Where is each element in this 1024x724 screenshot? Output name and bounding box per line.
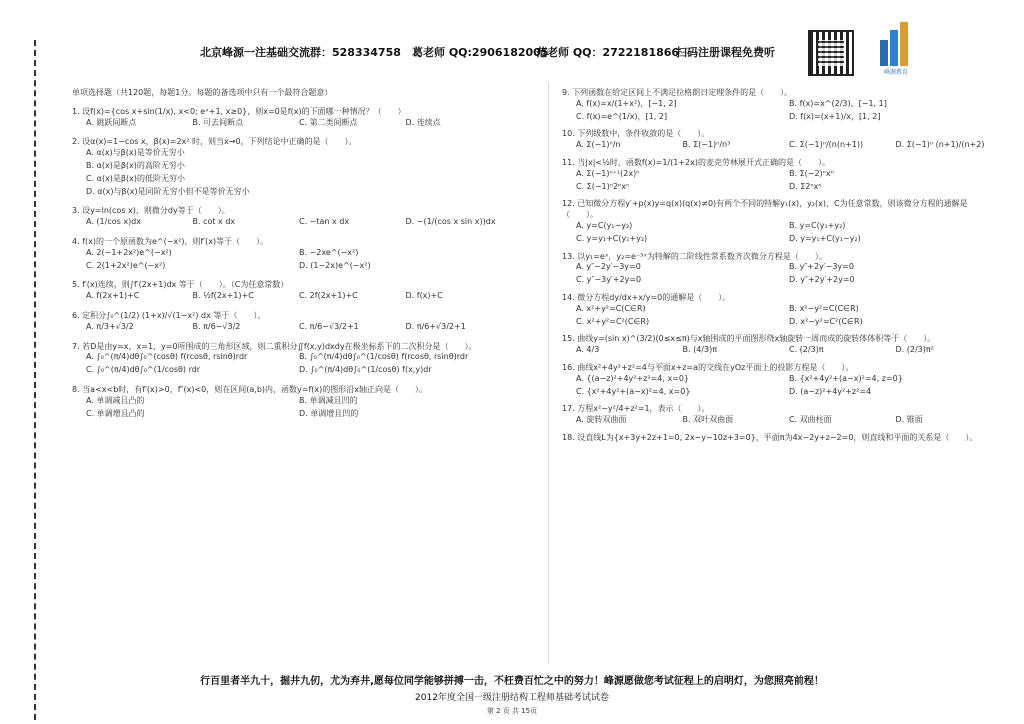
- option-C: C. y=y₁+C(y₁+y₂): [576, 233, 648, 243]
- option-C: C. 2(1+2x²)e^(−x²): [86, 260, 166, 270]
- right-column: [562, 88, 1002, 451]
- question: [562, 158, 1002, 192]
- question-stem: 18. 设直线L为{x+3y+2z+1=0, 2x−y−10z+3=0}，平面π为4x−2y+z−2=0，则直线和平面的关系是（ ）。: [562, 432, 978, 442]
- option-C: C. x²+y²=C²(C∈R): [576, 316, 650, 326]
- options: [86, 352, 512, 376]
- question: [72, 206, 512, 228]
- option-B: B. y=C(y₁+y₂): [789, 220, 846, 230]
- option-D: D. (a−z)²+4y²+z²=4: [789, 386, 872, 396]
- option-C: C. 单调增且凸的: [86, 408, 145, 418]
- page-header: [0, 44, 1024, 62]
- option-B: B. y″+2y′−3y=0: [789, 262, 854, 272]
- option-A: A. 4/3: [576, 345, 600, 355]
- question: [562, 404, 1002, 426]
- question-stem: 5. f′(x)连续，则∫f′(2x+1)dx 等于（ ）。（C为任意常数）: [72, 280, 289, 290]
- option-D: D. x²−y²=C²(C∈R): [789, 316, 863, 326]
- option-D: D. 单调增且凹的: [299, 408, 359, 418]
- option-A: A. ∫₀^(π/4)dθ∫₀^(cosθ) f(rcosθ, rsinθ)rdr: [86, 352, 248, 362]
- option-A: A. Σ(−1)ⁿ⁺¹(2x)ⁿ: [576, 168, 640, 178]
- option-C: C. α(x)是β(x)的低阶无穷小: [86, 173, 186, 183]
- question: [562, 88, 1002, 122]
- question: [72, 280, 512, 302]
- option-B: B. Σ(−2)ⁿxⁿ: [789, 168, 834, 178]
- left-column: [72, 88, 512, 428]
- option-C: C. 2f(2x+1)+C: [299, 291, 358, 301]
- question-stem: 15. 曲线y=(sin x)^(3/2)(0≤x≤π)与x轴围成的平面图形绕x轴旋转一周而成的旋转体体积等于（ ）。: [562, 334, 936, 344]
- option-B: B. 单调减且凹的: [299, 395, 358, 405]
- question-stem: 17. 方程x²−y²/4+z²=1，表示（ ）。: [562, 404, 710, 414]
- question-stem: 12. 已知微分方程y′+p(x)y=q(x)(q(x)≠0)有两个不同的特解y₁(x)，y₂(x)，C为任意常数，则该微分方程的通解是（ ）。: [562, 199, 968, 220]
- question-stem: 16. 曲线x²+4y²+z²=4与平面x+z=a的交线在yOz平面上的投影方程是（ ）。: [562, 362, 854, 372]
- question: [562, 252, 1002, 286]
- options: [86, 396, 512, 420]
- question: [562, 363, 1002, 397]
- option-C: C. Σ(−1)ⁿ/(n(n+1)): [789, 140, 864, 150]
- question-stem: 8. 当a<x<b时，有f′(x)>0，f″(x)<0，则在区间(a,b)内，函数y=f(x)的图形沿x轴正向是（ ）。: [72, 384, 428, 394]
- option-D: D. Σ(−1)ⁿ (n+1)/(n+2): [895, 140, 985, 150]
- option-D: D. f(x)+C: [405, 291, 443, 301]
- option-B: B. 可去间断点: [192, 117, 244, 127]
- option-C: C. 第二类间断点: [299, 117, 358, 127]
- option-B: B. ∫₀^(π/4)dθ∫₀^(1/cosθ) f(rcosθ, rsinθ)rdr: [299, 352, 469, 362]
- option-D: D. Σ2ⁿxⁿ: [789, 181, 822, 191]
- question-stem: 3. 设y=ln(cos x)，则微分dy等于（ ）。: [72, 206, 230, 216]
- options: [576, 99, 1002, 123]
- option-B: B. π/6−√3/2: [192, 321, 241, 331]
- options: [86, 217, 512, 228]
- option-D: D. α(x)与β(x)是同阶无穷小但不是等价无穷小: [86, 186, 250, 196]
- option-C: C. (2/3)π: [789, 345, 824, 355]
- question: [72, 137, 512, 197]
- option-C: C. π/6−√3/2+1: [299, 321, 359, 331]
- column-divider: [548, 82, 549, 664]
- option-D: D. ∫₀^(π/4)dθ∫₀^(1/cosθ) f(x,y)dr: [299, 365, 432, 375]
- options: [576, 262, 1002, 286]
- option-D: D. 连续点: [405, 117, 441, 127]
- question: [562, 334, 1002, 356]
- option-B: B. (4/3)π: [682, 345, 718, 355]
- right-questions: [562, 88, 1002, 444]
- question: [72, 342, 512, 376]
- qr-code-icon: [808, 30, 854, 76]
- question: [72, 237, 512, 271]
- left-questions: [72, 107, 512, 420]
- question-stem: 2. 设α(x)=1−cos x，β(x)=2x² 时，则当x→0，下列结论中正确的是（ ）。: [72, 137, 357, 147]
- option-B: B. x²−y²=C(C∈R): [789, 303, 859, 313]
- question-stem: 6. 定积分∫₀^(1/2) (1+x)/√(1−x²) dx 等于（ ）。: [72, 310, 266, 320]
- option-B: B. −2xe^(−x²): [299, 247, 359, 257]
- question-stem: 1. 设f(x)={cos x+sin(1/x), x<0; eˣ+1, x≥0}，则x=0是f(x)的下面哪一种情况？（ ）: [72, 106, 406, 116]
- option-B: B. cot x dx: [192, 217, 236, 227]
- question: [562, 129, 1002, 151]
- option-B: B. ½f(2x+1)+C: [192, 291, 254, 301]
- question-stem: 13. 以y₁=eˣ，y₂=e⁻³ˣ为特解的二阶线性常系数齐次微分方程是（ ）。: [562, 251, 827, 261]
- option-D: D. (2/3)π²: [895, 345, 934, 355]
- option-C: C. −tan x dx: [299, 217, 350, 227]
- question: [72, 385, 512, 419]
- option-A: A. f(x)=x/(1+x²)，[−1, 2]: [576, 98, 677, 108]
- scan-hint: 扫码注册课程免费听: [676, 46, 775, 59]
- option-D: D. f(x)=(x+1)/x，[1, 2]: [789, 111, 881, 121]
- option-B: B. 双叶双曲面: [682, 415, 734, 425]
- option-A: A. Σ(−1)ⁿ/n: [576, 140, 621, 150]
- option-C: C. ∫₀^(π/4)dθ∫₀^(1/cosθ) rdr: [86, 365, 201, 375]
- options: [576, 415, 1002, 426]
- options: [576, 345, 1002, 356]
- option-A: A. {(a−z)²+4y²+z²=4, x=0}: [576, 373, 690, 383]
- options: [86, 248, 512, 272]
- options: [576, 304, 1002, 328]
- option-A: A. 单调减且凸的: [86, 395, 145, 405]
- options: [86, 291, 512, 302]
- option-A: A. (1/cos x)dx: [86, 217, 141, 227]
- option-A: A. 旋转双曲面: [576, 415, 627, 425]
- question-stem: 4. f(x)的一个原函数为e^(−x²)，则f′(x)等于（ ）。: [72, 236, 269, 246]
- option-C: C. {x²+4y²+(a−x)²=4, x=0}: [576, 386, 691, 396]
- options: [86, 118, 512, 129]
- teacher1-contact: 葛老师 QQ:2906182005: [412, 46, 549, 59]
- option-D: D. −(1/(cos x sin x))dx: [405, 217, 496, 227]
- option-B: B. α(x)是β(x)的高阶无穷小: [86, 160, 185, 170]
- logo-icon: [876, 20, 916, 76]
- options: [576, 140, 1002, 151]
- option-C: C. Σ(−1)ⁿ2ⁿxⁿ: [576, 181, 630, 191]
- binding-dashed-line: [34, 40, 36, 720]
- option-A: A. y″−2y′−3y=0: [576, 262, 641, 272]
- option-C: C. f(x)=e^(1/x)，[1, 2]: [576, 111, 668, 121]
- section-intro: 单项选择题（共120题，每题1分。每题的备选项中只有一个最符合题意）: [72, 88, 333, 97]
- option-A: A. 2(−1+2x²)e^(−x²): [86, 247, 172, 257]
- options: [86, 322, 512, 333]
- option-A: A. 跳跃间断点: [86, 117, 137, 127]
- group-info: 北京峰源一注基础交流群：528334758: [200, 46, 401, 59]
- options: [576, 374, 1002, 398]
- question-stem: 9. 下列函数在给定区间上不满足拉格朗日定理条件的是（ ）。: [562, 88, 793, 97]
- option-B: B. f(x)=x^(2/3)，[−1, 1]: [789, 98, 887, 108]
- option-A: A. π/3+√3/2: [86, 321, 134, 331]
- question: [562, 433, 1002, 444]
- option-D: D. y=y₁+C(y₁−y₂): [789, 233, 861, 243]
- question: [562, 199, 1002, 244]
- option-A: A. x²+y²=C(C∈R): [576, 303, 646, 313]
- option-A: A. y=C(y₁−y₂): [576, 220, 633, 230]
- option-B: B. {x²+4y²+(a−x)²=4, z=0}: [789, 373, 903, 383]
- option-D: D. (1−2x)e^(−x²): [299, 260, 371, 270]
- exam-title: 2012年度全国一级注册结构工程师基础考试试卷: [415, 693, 609, 703]
- option-A: A. f(2x+1)+C: [86, 291, 140, 301]
- question: [72, 107, 512, 129]
- option-D: D. y″+2y′+2y=0: [789, 275, 855, 285]
- option-C: C. 双曲柱面: [789, 415, 832, 425]
- question-stem: 10. 下列级数中，条件收敛的是（ ）。: [562, 129, 710, 139]
- options: [86, 148, 512, 197]
- question-stem: 11. 当|x|<½时，函数f(x)=1/(1+2x)的麦克劳林展开式正确的是（ ）。: [562, 157, 830, 167]
- question-stem: 7. 若D是由y=x，x=1，y=0所围成的三角形区域，则二重积分∬f(x,y)dxdy在极坐标系下的二次积分是（ ）。: [72, 341, 477, 351]
- option-C: C. y″−3y′+2y=0: [576, 275, 642, 285]
- question-stem: 14. 微分方程dy/dx+x/y=0的通解是（ ）。: [562, 292, 731, 302]
- options: [576, 169, 1002, 193]
- question: [562, 293, 1002, 327]
- options: [576, 221, 1002, 245]
- option-D: D. π/6+√3/2+1: [405, 321, 466, 331]
- option-A: A. α(x)与β(x)是等价无穷小: [86, 148, 185, 158]
- teacher2-contact: 范老师 QQ：2722181866: [536, 46, 680, 59]
- logo-text: 峰源教育: [883, 69, 909, 76]
- page-number: 第 2 页 共 15页: [486, 707, 538, 715]
- option-B: B. Σ(−1)ⁿ/n³: [682, 140, 731, 150]
- option-D: D. 锥面: [895, 415, 923, 425]
- footer-slogan: 行百里者半九十，掘井九仞，尤为弃井,愿每位同学能够拼搏一击，不枉费百忙之中的努力！峰源愿做您考试征程上的启明灯，为您照亮前程！: [200, 676, 824, 687]
- question: [72, 311, 512, 333]
